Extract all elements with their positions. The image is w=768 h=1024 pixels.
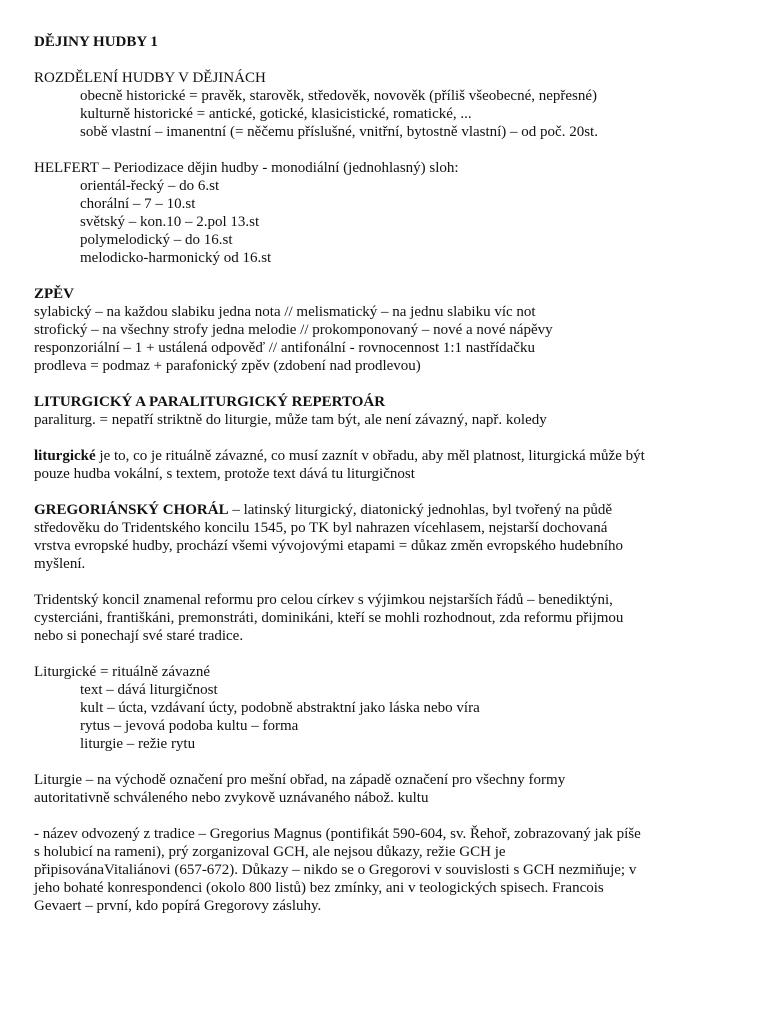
paragraph-line: s holubicí na rameni), prý zorganizoval GCH, ale nejsou důkazy, režie GCH je bbox=[34, 844, 506, 860]
paragraph-line: připisovánaVitaliánovi (657-672). Důkazy – nikdo se o Gregorovi v souvislosti s GCH nezmiňuje; v bbox=[34, 862, 637, 878]
paragraph-line: responzoriální – 1 + ustálená odpověď // antifonální - rovnocennost 1:1 nastřídačku bbox=[34, 340, 535, 356]
section-heading-helfert: HELFERT – Periodizace dějin hudby - monodiální (jednohlasný) sloh: bbox=[34, 160, 459, 176]
list-item: text – dává liturgičnost bbox=[80, 682, 218, 698]
paragraph-line: nebo si ponechají své staré tradice. bbox=[34, 628, 244, 644]
list-item: polymelodický – do 16.st bbox=[80, 232, 233, 248]
paragraph-line: prodleva = podmaz + parafonický zpěv (zdobení nad prodlevou) bbox=[34, 358, 421, 374]
spacer bbox=[34, 483, 738, 501]
list-item: kult – úcta, vzdávaní úcty, podobně abstraktní jako láska nebo víra bbox=[80, 700, 480, 716]
term-liturgicke: liturgické bbox=[34, 448, 96, 464]
paragraph-line bbox=[34, 501, 738, 519]
paragraph-line: paraliturg. = nepatří striktně do liturgie, může tam být, ale není závazný, např. koledy bbox=[34, 412, 547, 428]
section-heading-repertoar bbox=[34, 393, 738, 411]
term-gregoriansky-choral: GREGORIÁNSKÝ CHORÁL bbox=[34, 502, 229, 518]
section-heading-rozdeleni: ROZDĚLENÍ HUDBY V DĚJINÁCH bbox=[34, 70, 266, 86]
list-item: chorální – 7 – 10.st bbox=[80, 196, 196, 212]
paragraph-line: vrstva evropské hudby, prochází všemi vývojovými etapami = důkaz změn evropského hudebního bbox=[34, 538, 624, 554]
spacer bbox=[34, 375, 738, 393]
paragraph-line: Tridentský koncil znamenal reformu pro celou církev s výjimkou nejstarších řádů – benediktýni, bbox=[34, 592, 613, 608]
paragraph-line: Liturgie – na východě označení pro mešní obřad, na západě označení pro všechny formy bbox=[34, 772, 566, 788]
spacer bbox=[34, 573, 738, 591]
list-item: světský – kon.10 – 2.pol 13.st bbox=[80, 214, 260, 230]
list-item: melodicko-harmonický od 16.st bbox=[80, 250, 272, 266]
list-item: sobě vlastní – imanentní (= něčemu příslušné, vnitřní, bytostně vlastní) – od poč. 20st. bbox=[80, 124, 598, 140]
paragraph-line: cysterciáni, františkáni, premonstráti, dominikáni, kteří se mohli rozhodnout, zda reformu přijmou bbox=[34, 610, 624, 626]
paragraph-line: pouze hudba vokální, s textem, protože text dává tu liturgičnost bbox=[34, 466, 415, 482]
list-item: orientál-řecký – do 6.st bbox=[80, 178, 220, 194]
spacer bbox=[34, 645, 738, 663]
paragraph-line: - název odvozený z tradice – Gregorius Magnus (pontifikát 590-604, sv. Řehoř, zobrazovaný jak píše bbox=[34, 826, 641, 842]
paragraph-line: sylabický – na každou slabiku jedna nota // melismatický – na jednu slabiku víc not bbox=[34, 304, 536, 320]
paragraph-text: – latinský liturgický, diatonický jednohlas, byl tvořený na půdě bbox=[228, 502, 613, 518]
section-heading-zpev bbox=[34, 285, 738, 303]
list-item: obecně historické = pravěk, starověk, středověk, novověk (příliš všeobecné, nepřesné) bbox=[80, 88, 598, 104]
spacer bbox=[34, 753, 738, 771]
spacer bbox=[34, 51, 738, 69]
spacer bbox=[34, 429, 738, 447]
list-item: rytus – jevová podoba kultu – forma bbox=[80, 718, 299, 734]
spacer bbox=[34, 141, 738, 159]
paragraph-line: Gevaert – první, kdo popírá Gregorovy zásluhy. bbox=[34, 898, 322, 914]
section-heading-zpev-text: ZPĚV bbox=[34, 286, 75, 302]
section-heading-liturgicke: Liturgické = rituálně závazné bbox=[34, 664, 211, 680]
spacer bbox=[34, 807, 738, 825]
list-item: liturgie – režie rytu bbox=[80, 736, 196, 752]
paragraph-line: myšlení. bbox=[34, 556, 86, 572]
spacer bbox=[34, 267, 738, 285]
document-title bbox=[34, 33, 738, 51]
paragraph-line: strofický – na všechny strofy jedna melodie // prokomponovaný – nové a nové nápěvy bbox=[34, 322, 553, 338]
document-title-text: DĚJINY HUDBY 1 bbox=[34, 34, 158, 50]
paragraph-line bbox=[34, 447, 738, 465]
paragraph-text: je to, co je rituálně závazné, co musí zaznít v obřadu, aby měl platnost, liturgická může být bbox=[95, 448, 645, 464]
section-heading-repertoar-text: LITURGICKÝ A PARALITURGICKÝ REPERTOÁR bbox=[34, 394, 386, 410]
paragraph-line: jeho bohaté konrespondenci (okolo 800 listů) bez zmínky, ani v teologických spisech. Francois bbox=[34, 880, 604, 896]
document-page bbox=[34, 33, 738, 915]
list-item: kulturně historické = antické, gotické, klasicistické, romatické, ... bbox=[80, 106, 472, 122]
paragraph-line: středověku do Tridentského koncilu 1545, po TK byl nahrazen vícehlasem, nejstarší dochovaná bbox=[34, 520, 608, 536]
paragraph-line: autoritativně schváleného nebo zvykově uznávaného nábož. kultu bbox=[34, 790, 429, 806]
